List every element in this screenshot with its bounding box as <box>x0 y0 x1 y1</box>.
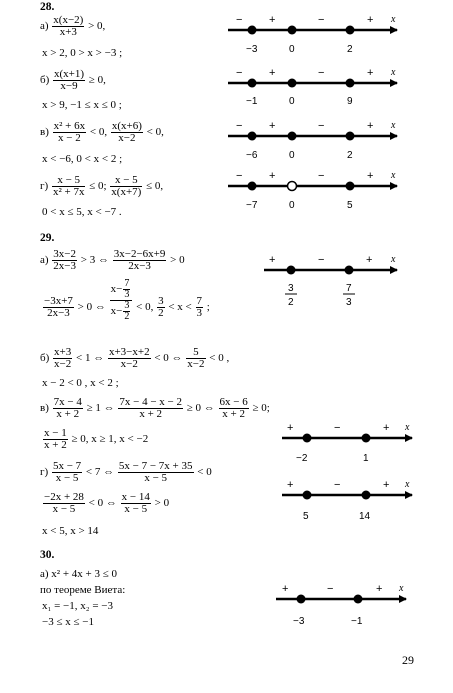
sign-label: − <box>318 14 325 26</box>
solution-28d: 0 < x ≤ 5, x < −7 . <box>42 206 122 218</box>
axis-variable: x <box>391 67 396 78</box>
tick-label: 14 <box>359 511 371 522</box>
sign-label: + <box>287 422 294 434</box>
fraction: $\frac{x - 5}{x(x+7)}$ <box>111 174 142 198</box>
tick-label: 2 <box>347 44 353 55</box>
tick-label-denominator: 3 <box>346 297 352 308</box>
problem-29c-line1: в) $\frac{7x - 4}{x + 2}$ ≥ 1 ⇔ $\frac{7x - 4 - x - 2}{x + 2}$ ≥ 0 ⇔ $\frac{6x - 6}{x + 2}$ ≥ 0; <box>40 396 270 420</box>
tick-label: 9 <box>347 96 353 107</box>
axis-variable: x <box>391 254 396 265</box>
sign-label: + <box>367 14 374 26</box>
tick-label: 0 <box>289 200 295 211</box>
tick-label: 5 <box>347 200 353 211</box>
point-marker <box>248 182 257 191</box>
fraction: $\frac{5}{x-2}$ <box>187 346 205 370</box>
axis-variable: x <box>405 422 410 433</box>
problem-29d-line1: г) $\frac{5x - 7}{x - 5}$ < 7 ⇔ $\frac{5x - 7 - 7x + 35}{x - 5}$ < 0 <box>40 460 212 484</box>
sign-label: + <box>366 254 373 266</box>
fraction: $\frac{3x-2-6x+9}{2x-3}$ <box>113 248 166 272</box>
problem-28b: б) $\frac{x(x+1)}{x-9}$ ≥ 0, <box>40 68 106 92</box>
fraction: $\frac{x - 5}{\text{x² + 7x}}$ <box>52 174 85 198</box>
solution-30a: −3 ≤ x ≤ −1 <box>42 616 94 628</box>
problem-29c-line2: $\frac{x - 1}{x + 2}$ ≥ 0, x ≥ 1, x < −2 <box>44 427 149 451</box>
tick-label: −3 <box>246 44 258 55</box>
sign-label: − <box>236 14 243 26</box>
point-marker <box>362 434 371 443</box>
fraction: $\frac{-2x + 28}{x - 5}$ <box>44 491 84 515</box>
sign-label: − <box>318 170 325 182</box>
tick-label: −7 <box>246 200 258 211</box>
problem-number: 30. <box>40 549 55 561</box>
fraction: $\frac{7x - 4 - x - 2}{x + 2}$ <box>119 396 182 420</box>
sign-label: − <box>334 422 341 434</box>
fraction: $\frac{5x - 7}{x - 5}$ <box>52 460 82 484</box>
sign-label: − <box>334 479 341 491</box>
solution-29b: x − 2 < 0 , x < 2 ; <box>42 377 119 389</box>
sign-label: − <box>236 67 243 79</box>
fraction: $\frac{-3x+7}{2x-3}$ <box>44 295 73 319</box>
problem-28d: г) $\frac{x - 5}{\text{x² + 7x}}$ ≤ 0; $\frac{x - 5}{x(x+7)}$ ≤ 0, <box>40 174 164 198</box>
problem-number: 28. <box>40 1 55 13</box>
sign-label: + <box>269 120 276 132</box>
number-line-29c <box>282 422 412 464</box>
problem-29d-line2: $\frac{-2x + 28}{x - 5}$ < 0 ⇔ $\frac{x - 14}{x - 5}$ > 0 <box>44 491 170 515</box>
fraction: $\frac{7x - 4}{x + 2}$ <box>53 396 82 420</box>
number-line-28b <box>228 67 397 107</box>
number-line-30a <box>276 583 406 627</box>
sign-label: − <box>327 583 334 595</box>
axis-variable: x <box>391 170 396 181</box>
fraction: $\frac{x - 1}{x + 2}$ <box>44 427 67 451</box>
open-point-marker <box>288 182 297 191</box>
tick-label: 0 <box>289 150 295 161</box>
tick-label: 1 <box>363 453 369 464</box>
tick-label: 2 <box>347 150 353 161</box>
axis-variable: x <box>391 14 396 25</box>
axis-variable: x <box>405 479 410 490</box>
number-line-28c <box>228 120 397 161</box>
fraction: $\frac{\text{x² + 6x}}{x - 2}$ <box>53 120 86 144</box>
solution-28c: x < −6, 0 < x < 2 ; <box>42 153 123 165</box>
sign-label: + <box>383 479 390 491</box>
point-marker <box>346 26 355 35</box>
solution-29d: x < 5, x > 14 <box>42 525 99 537</box>
sign-label: + <box>282 583 289 595</box>
fraction: $\frac{x+3}{x-2}$ <box>54 346 72 370</box>
sign-label: − <box>318 120 325 132</box>
tick-label: −1 <box>351 616 363 627</box>
tick-label-numerator: 3 <box>288 283 294 294</box>
tick-label: 5 <box>303 511 309 522</box>
point-marker <box>362 491 371 500</box>
number-line-28a <box>228 14 397 55</box>
compound-fraction: x− $\frac{7}{3}$ x− $\frac{3}{2}$ <box>110 279 133 322</box>
point-marker <box>287 266 296 275</box>
point-marker <box>248 26 257 35</box>
fraction: $\frac{3x-2}{2x-3}$ <box>53 248 77 272</box>
solution-28b: x > 9, −1 ≤ x ≤ 0 ; <box>42 99 122 111</box>
point-marker <box>345 266 354 275</box>
axis-variable: x <box>399 583 404 594</box>
sign-label: + <box>367 120 374 132</box>
sign-label: + <box>269 254 276 266</box>
point-marker <box>354 595 363 604</box>
tick-label: 0 <box>289 44 295 55</box>
point-marker <box>303 491 312 500</box>
page-number: 29 <box>402 653 414 667</box>
sign-label: − <box>236 120 243 132</box>
fraction: $\frac{x - 14}{x - 5}$ <box>121 491 150 515</box>
fraction: $\frac{6x - 6}{x + 2}$ <box>219 396 248 420</box>
problem-28a: а) $\frac{x(x-2)}{x+3}$ > 0, <box>40 14 106 38</box>
point-marker <box>346 79 355 88</box>
sign-label: + <box>376 583 383 595</box>
point-marker <box>288 79 297 88</box>
fraction: $\frac{7}{3}$ <box>196 295 202 319</box>
tick-label: −6 <box>246 150 258 161</box>
tick-label: −3 <box>293 616 305 627</box>
sign-label: + <box>383 422 390 434</box>
fraction: $\frac{x(x-2)}{x+3}$ <box>53 14 84 38</box>
number-line-28d <box>228 170 397 211</box>
sign-label: − <box>318 254 325 266</box>
point-marker <box>346 182 355 191</box>
sign-label: + <box>269 67 276 79</box>
sign-label: + <box>287 479 294 491</box>
tick-label: −2 <box>296 453 308 464</box>
problem-29a-line1: а) $\frac{3x-2}{2x-3}$ > 3 ⇔ $\frac{3x-2-6x+9}{2x-3}$ > 0 <box>40 248 185 272</box>
fraction: $\frac{x+3-x+2}{x-2}$ <box>108 346 150 370</box>
fraction: $\frac{5x - 7 - 7x + 35}{x - 5}$ <box>118 460 193 484</box>
problem-29b: б) $\frac{x+3}{x-2}$ < 1 ⇔ $\frac{x+3-x+2}{x-2}$ < 0 ⇔ $\frac{5}{x-2}$ < 0 , <box>40 346 230 370</box>
point-marker <box>288 132 297 141</box>
tick-label-denominator: 2 <box>288 297 294 308</box>
sign-label: − <box>236 170 243 182</box>
point-marker <box>303 434 312 443</box>
point-marker <box>248 132 257 141</box>
sign-label: + <box>367 170 374 182</box>
sign-label: − <box>318 67 325 79</box>
tick-label-numerator: 7 <box>346 283 352 294</box>
sign-label: + <box>269 14 276 26</box>
problem-28c: в) $\frac{\text{x² + 6x}}{x - 2}$ < 0, $\frac{x(x+6)}{x-2}$ < 0, <box>40 120 164 144</box>
fraction: $\frac{3}{2}$ <box>158 295 164 319</box>
problem-30a: а) x² + 4x + 3 ≤ 0 <box>40 568 118 580</box>
number-line-29d <box>282 479 412 522</box>
solution-28a: x > 2, 0 > x > −3 ; <box>42 47 123 59</box>
problem-29a-line2: $\frac{-3x+7}{2x-3}$ > 0 ⇔ x− $\frac{7}{3}$ x− $\frac{3}{2}$ < 0, $\frac{3}{2}$ < x < $\frac{7}{3}$ ; <box>44 278 210 322</box>
problem-number: 29. <box>40 232 55 244</box>
tick-label: −1 <box>246 96 258 107</box>
point-marker <box>248 79 257 88</box>
tick-label: 0 <box>289 96 295 107</box>
sign-label: + <box>269 170 276 182</box>
vieta-note: по теореме Виета: <box>40 584 126 596</box>
roots: x₁ = −1, x₂ = −3 <box>42 600 113 612</box>
fraction: $\frac{x(x+1)}{x-9}$ <box>54 68 85 92</box>
fraction: $\frac{x(x+6)}{x-2}$ <box>111 120 142 144</box>
sign-label: + <box>367 67 374 79</box>
point-marker <box>297 595 306 604</box>
axis-variable: x <box>391 120 396 131</box>
point-marker <box>288 26 297 35</box>
point-marker <box>346 132 355 141</box>
number-line-29a <box>264 254 397 308</box>
